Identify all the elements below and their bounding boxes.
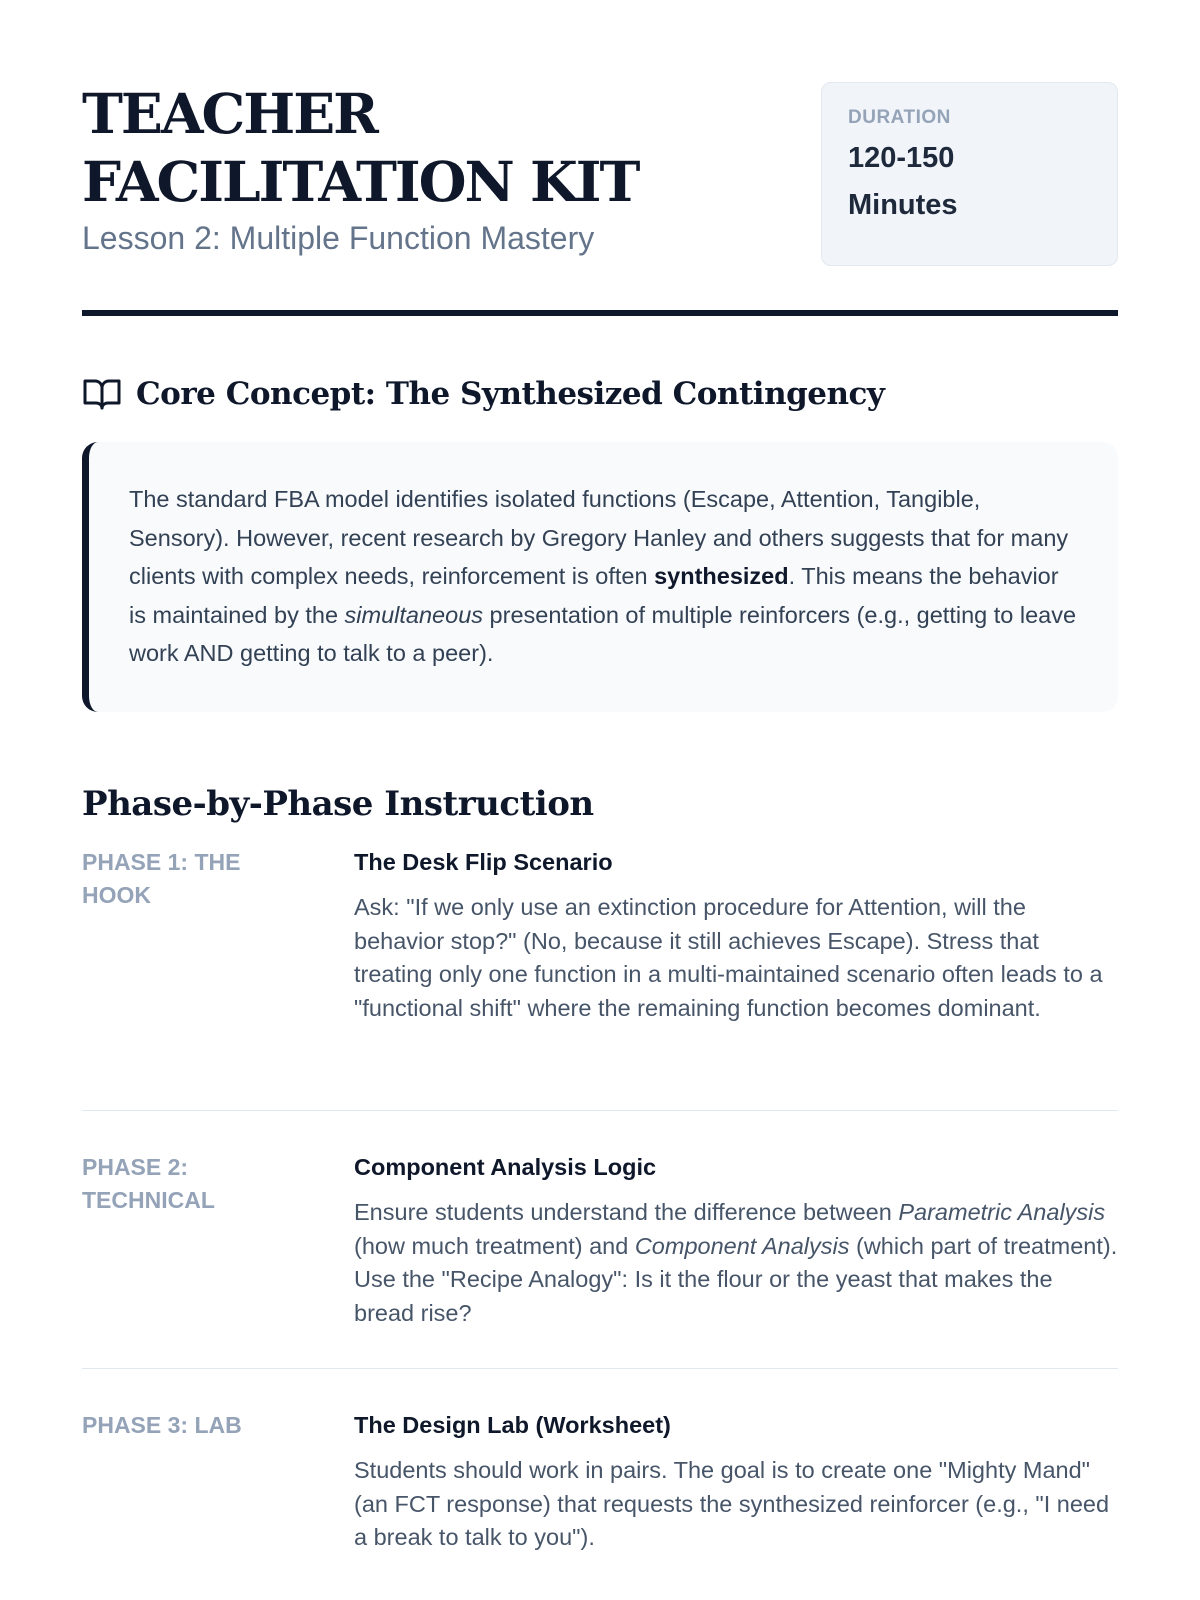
phase-label: PHASE 3: LAB <box>82 1412 242 1438</box>
phase-body <box>354 1409 1118 1555</box>
concept-text-part: The standard FBA model identifies isolated functions (Escape, Attention, Tangible, Sensory). However, recent research by Gregory Hanley and others suggests that for many clients with complex needs, reinforcement is often <box>129 486 1069 589</box>
phase-row <box>82 1369 1118 1555</box>
phase-label: PHASE 1: THE HOOK <box>82 849 241 908</box>
phase-row <box>82 824 1118 1110</box>
phase-description: Ask: "If we only use an extinction procedure for Attention, will the behavior stop?" (No, because it still achieves Escape). Stress that treating only one function in a multi-maintained scenario often leads to a "functional shift" where the remaining function becomes dominant. <box>354 894 1103 1021</box>
duration-value: 120-150 Minutes <box>848 142 958 221</box>
phase-body <box>354 846 1118 1110</box>
core-concept-title: Core Concept: The Synthesized Contingency <box>136 376 885 412</box>
book-open-icon <box>82 376 122 412</box>
concept-bold-term: synthesized <box>654 563 789 589</box>
phase-desc-part: Ensure students understand the difference between <box>354 1199 899 1225</box>
core-concept-header <box>82 376 1118 412</box>
phase-desc-part: (which part of treatment). Use the "Recipe Analogy": Is it the flour or the yeast that makes the bread rise? <box>354 1232 1118 1326</box>
header-divider <box>82 310 1118 316</box>
phase-heading: Component Analysis Logic <box>354 1154 657 1180</box>
core-concept-box <box>82 442 1118 712</box>
page-title: TEACHER FACILITATION KIT <box>82 81 639 214</box>
phase-heading: The Design Lab (Worksheet) <box>354 1412 671 1438</box>
phase-label: PHASE 2: TECHNICAL <box>82 1154 215 1213</box>
phase-description <box>354 1196 1118 1330</box>
phase-description: Students should work in pairs. The goal is to create one "Mighty Mand" (an FCT response) that requests the synthesized reinforcer (e.g., "I need a break to talk to you"). <box>354 1457 1110 1550</box>
phase-row <box>82 1111 1118 1368</box>
core-concept-text <box>129 480 1078 673</box>
phase-italic-term: Parametric Analysis <box>898 1199 1106 1225</box>
duration-label: DURATION <box>848 107 951 128</box>
concept-text-part: presentation of multiple reinforcers (e.g., getting to leave work AND getting to talk to a peer). <box>129 601 1077 666</box>
page-subtitle: Lesson 2: Multiple Function Mastery <box>82 220 595 256</box>
page-header <box>82 80 1118 266</box>
phase-italic-term: Component Analysis <box>634 1232 850 1259</box>
phase-body <box>354 1151 1118 1368</box>
duration-card <box>821 82 1118 266</box>
phase-heading: The Desk Flip Scenario <box>354 849 613 875</box>
concept-text-part: . This means the behavior is maintained by the <box>129 563 1059 628</box>
title-block <box>82 80 782 258</box>
phases-section-title: Phase-by-Phase Instruction <box>82 784 594 824</box>
phase-desc-part: (how much treatment) and <box>354 1232 635 1259</box>
concept-italic-term: simultaneous <box>344 601 484 628</box>
